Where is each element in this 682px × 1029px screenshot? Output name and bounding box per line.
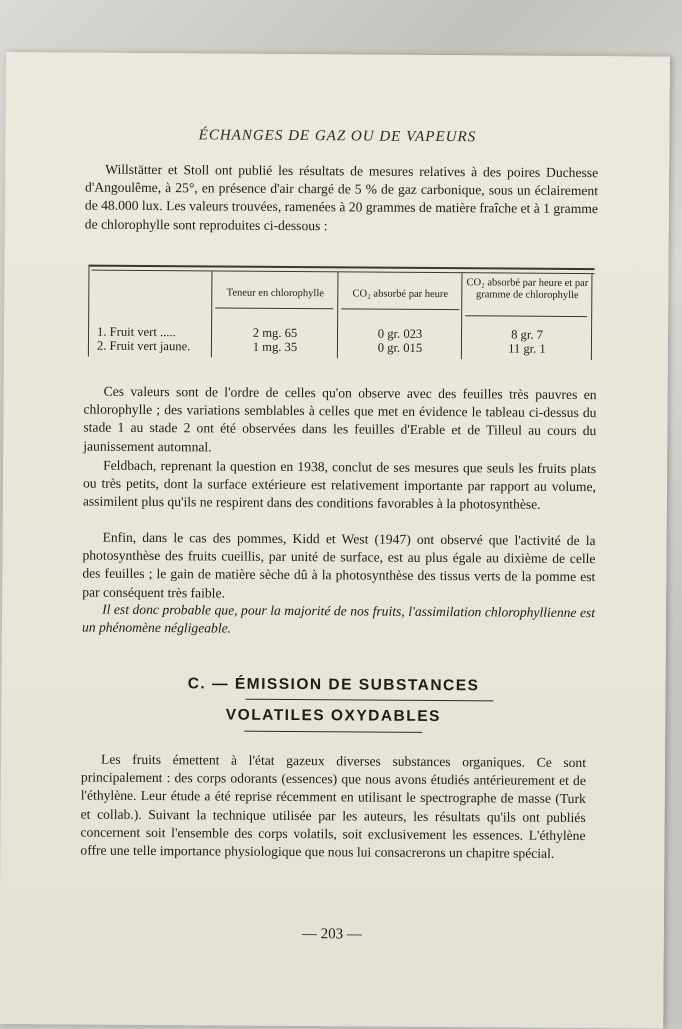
- section-title-underline: [245, 699, 493, 702]
- book-page: [0, 52, 670, 1029]
- table-cell: 0 gr. 015: [377, 340, 423, 355]
- page-number: — 203 —: [301, 926, 362, 943]
- table-cell: 2 mg. 65: [252, 325, 298, 341]
- paragraph-kidd-west: Enfin, dans le cas des pommes, Kidd et West (1947) ont observé que l'activité de la photosynthèse des fruits cueillis, par unité de surface, est au plus égale au dixième de celle des feuilles ; le gain de matière sèche dû à la photosynthèse des tissus verts de la pomme est par conséquent très faible.: [82, 529, 596, 601]
- table-cell: 8 gr. 7: [511, 327, 544, 342]
- table-cell: 1 mg. 35: [252, 339, 298, 355]
- table-header-rule: [465, 315, 587, 317]
- paragraph-intro: Willstätter et Stoll ont publié les résultats de mesures relatives à des poires Duchesse d'Angoulême, à 25°, en présence d'air chargé de 5 % de gaz carbonique, sous un éclairement de 48.000 lux. Les valeurs trouvées, ramenées à 20 grammes de matière fraîche et à 1 gramme de chlorophylle sont reproduites ci-dessous :: [84, 161, 599, 233]
- paragraph-values: Ces valeurs sont de l'ordre de celles qu'on observe avec des feuilles très pauvres en chlorophylle ; des variations semblables à celles que met en évidence le tableau ci-dessus du stade 1 au stade 2 ont été observées dans les feuilles d'Erable et de Tilleul au cours du jaunissement automnal.: [83, 383, 597, 455]
- paragraph-feldbach: Feldbach, reprenant la question en 1938, conclut de ses mesures que seuls les fruits plats ou très petits, dont la surface extérieure est relativement importante par rapport au volume, assimilent plus qu'ils ne respirent dans des conditions favorables à la photosynthèse.: [82, 457, 597, 513]
- data-table: [88, 265, 595, 361]
- section-title-line-1: C. — ÉMISSION DE SUBSTANCES: [187, 675, 480, 695]
- running-head: ÉCHANGES DE GAZ OU DE VAPEURS: [198, 127, 477, 146]
- table-row-label: 2. Fruit vert jaune.: [96, 338, 191, 354]
- table-cell: 0 gr. 023: [377, 326, 423, 341]
- paragraph-emission: Les fruits émettent à l'état gazeux diverses substances organiques. Ce sont principalement : des corps odorants (essences) que nous avons étudiés antérieurement et de l'éthylène. Leur étude a été reprise récemment en utilisant le spectrographe de masse (Turk et collab.). Suivant la technique utilisée par les auteurs, les résultats qu'ils ont publiés concernent soit l'ensemble des corps volatils, soit exclusivement les essences. L'éthylène offre une telle importance physiologique que nous lui consacrerons un chapitre spécial.: [80, 751, 587, 861]
- section-title-line-2: VOLATILES OXYDABLES: [225, 706, 441, 726]
- section-title-underline: [244, 731, 422, 733]
- table-header-co2-heure: CO₂ absorbé par heure: [352, 288, 449, 301]
- table-header-rule: [215, 307, 333, 309]
- table-header-rule: [341, 308, 459, 310]
- table-double-rule: [91, 270, 594, 275]
- table-row-label: 1. Fruit vert .....: [97, 324, 176, 340]
- paragraph-conclusion: Il est donc probable que, pour la majorité de nos fruits, l'assimilation chlorophyllienne est un phénomène négligeable.: [81, 601, 596, 636]
- table-header-chlorophylle: Teneur en chlorophylle: [226, 287, 324, 300]
- table-header-co2-gramme: CO₂ absorbé par heure et par gramme de chlorophylle: [466, 277, 589, 302]
- table-cell: 11 gr. 1: [508, 341, 546, 356]
